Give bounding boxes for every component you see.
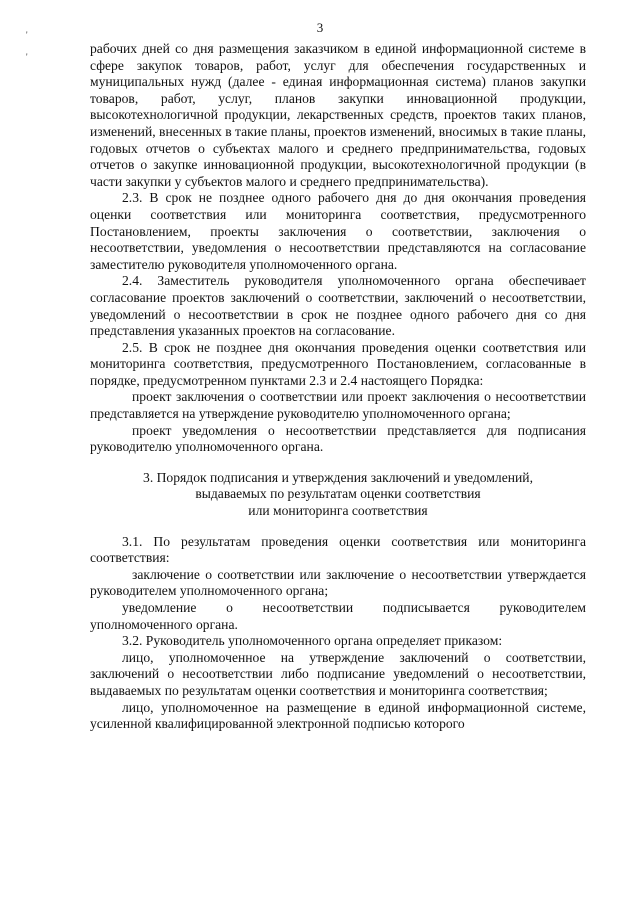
paragraph-2-5: 2.5. В срок не позднее дня окончания проведения оценки соответствия или мониторинга соответствия, предусмотренного Постановлением, согласованные в порядке, предусмотренном пунктами 2.3 и 2.4 настоящего Порядка: xyxy=(90,339,586,388)
paragraph-2-4: 2.4. Заместитель руководителя уполномоченного органа обеспечивает согласование проектов заключений о соответствии, заключений о несоответствии, уведомлений о несоответствии в срок не позднее одного рабочего дня со дня представления указанных проектов на согласование. xyxy=(90,273,586,339)
paragraph: лицо, уполномоченное на утверждение заключений о соответствии, заключений о несоответствии либо подписание уведомлений о несоответствии, выдаваемых по результатам оценки соответствия и мониторинга соответствия; xyxy=(90,649,586,698)
paragraph: уведомление о несоответствии подписывается руководителем уполномоченного органа. xyxy=(90,600,586,632)
margin-mark: ' xyxy=(26,52,28,62)
paragraph: проект заключения о соответствии или проект заключения о несоответствии представляется на утверждение руководителю уполномоченного органа; xyxy=(90,389,586,422)
paragraph: заключение о соответствии или заключение о несоответствии утверждается руководителем уполномоченного органа; xyxy=(90,566,586,599)
document-body xyxy=(90,41,586,733)
paragraph-2-3: 2.3. В срок не позднее одного рабочего дня до дня окончания проведения оценки соответствия или мониторинга соответствия, предусмотренного Постановлением, проекты заключения о соответствии, заключения о несоответствии, уведомления о несоответствии представляются на согласование заместителю руководителя уполномоченного органа. xyxy=(90,190,586,272)
section-heading-line: 3. Порядок подписания и утверждения заключений и уведомлений, xyxy=(143,469,533,485)
paragraph: проект уведомления о несоответствии представляется для подписания руководителю уполномоченного органа. xyxy=(90,422,586,455)
section-heading xyxy=(90,470,586,520)
paragraph-3-1: 3.1. По результатам проведения оценки соответствия или мониторинга соответствия: xyxy=(90,533,586,566)
paragraph: рабочих дней со дня размещения заказчиком в единой информационной системе в сфере закупок товаров, работ, услуг для обеспечения государственных и муниципальных нужд (далее - единая информационная система) планов закупки товаров, работ, услуг, планов закупки инновационной продукции, высокотехнологичной продукции, лекарственных средств, проектов таких планов, изменений, внесенных в такие планы, проектов изменений, вносимых в такие планы, годовых отчетов о субъектах малого и среднего предпринимательства, годовых отчетов о закупке инновационной продукции, высокотехнологичной продукции (в части закупки у субъектов малого и среднего предпринимательства). xyxy=(90,41,586,189)
page-number: 3 xyxy=(316,20,324,35)
paragraph: лицо, уполномоченное на размещение в единой информационной системе, усиленной квалифицированной электронной подписью которого xyxy=(90,699,586,732)
margin-mark: ' xyxy=(26,30,28,40)
section-heading-line: выдаваемых по результатам оценки соответствия xyxy=(195,486,481,502)
section-heading-line: или мониторинга соответствия xyxy=(248,503,428,519)
paragraph-3-2: 3.2. Руководитель уполномоченного органа определяет приказом: xyxy=(122,633,503,649)
